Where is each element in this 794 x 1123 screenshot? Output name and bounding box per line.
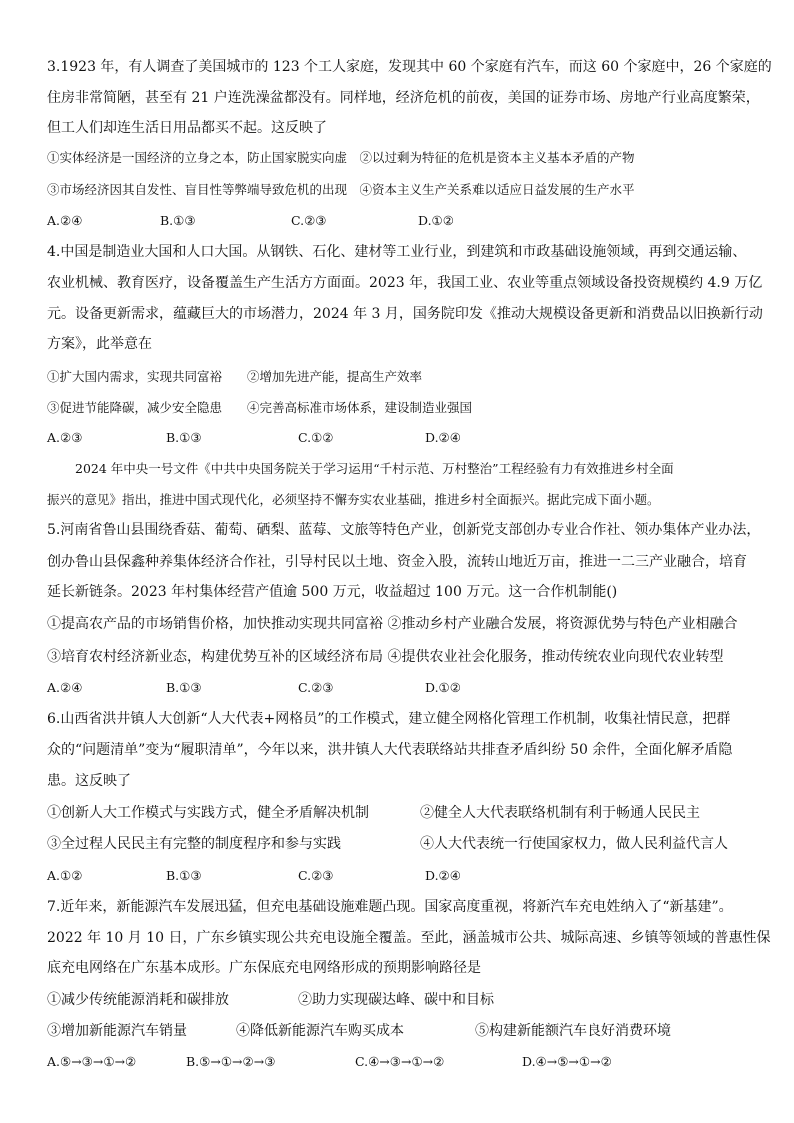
question-6-line: 患。这反映了 [47,773,131,789]
question-4-line: 4.中国是制造业大国和人口大国。从钢铁、石化、建材等工业行业，到建筑和市政基础设施领域，再到交通运输、 [47,244,747,260]
question-3-option-c[interactable]: C.②③ [291,213,327,228]
question-3-option-b[interactable]: B.①③ [160,213,196,228]
question-6-option-b[interactable]: B.①③ [166,868,202,883]
question-6-statement: ③全过程人民民主有完整的制度程序和参与实践 [47,836,341,852]
question-3-option-a[interactable]: A.②④ [47,213,83,228]
question-7-statement: ⑤构建新能额汽车良好消费环境 [475,1023,671,1039]
question-6-option-a[interactable]: A.①② [47,868,83,883]
question-5-statement: ①提高农产品的市场销售价格，加快推动实现共同富裕 ②推动乡村产业融合发展，将资源优势与特色产业相融合 [47,616,738,632]
question-5-statement: ③培育农村经济新业态，构建优势互补的区域经济布局 ④提供农业社会化服务，推动传统农业向现代农业转型 [47,649,724,665]
question-4-statement: ①扩大国内需求，实现共同富裕 ②增加先进产能，提高生产效率 [47,369,423,384]
question-7-option-a[interactable]: A.⑤→③→①→② [47,1054,137,1069]
question-5-option-c[interactable]: C.②③ [298,680,334,695]
question-7-statement: ①减少传统能源消耗和碳排放 [47,992,229,1008]
question-4-option-a[interactable]: A.②③ [47,430,83,445]
question-4-option-c[interactable]: C.①② [298,430,334,445]
question-7-line: 7.近年来，新能源汽车发展迅猛，但充电基础设施难题凸现。国家高度重视，将新汽车充电姓纳入了“新基建”。 [47,899,733,915]
question-6-statement: ④人大代表统一行使国家权力，做人民利益代言人 [420,836,728,852]
question-5-option-d[interactable]: D.①② [425,680,461,695]
question-5-line: 创办鲁山县保鑫种养集体经济合作社，引导村民以土地、资金入股，流转山地近万亩，推进一二三产业融合，培育 [47,554,747,570]
question-3-statement: ①实体经济是一国经济的立身之本，防止国家脱实向虚 ②以过剩为特征的危机是资本主义基本矛盾的产物 [47,150,635,165]
question-7-option-d[interactable]: D.④→⑤→①→② [522,1054,612,1069]
question-7-statement: ②助力实现碳达峰、碳中和目标 [298,992,494,1008]
question-5-option-a[interactable]: A.②④ [47,680,83,695]
question-4-option-d[interactable]: D.②④ [425,430,461,445]
intro-line: 2024 年中央一号文件《中共中央国务院关于学习运用“千村示范、万村整治”工程经验有力有效推进乡村全面 [75,461,674,476]
question-7-option-c[interactable]: C.④→③→①→② [355,1054,445,1069]
question-3-line: 3.1923 年，有人调查了美国城市的 123 个工人家庭，发现其中 60 个家庭有汽车，而这 60 个家庭中，26 个家庭的 [47,59,772,75]
question-7-option-b[interactable]: B.⑤→①→②→③ [186,1054,276,1069]
question-3-statement: ③市场经济因其自发性、盲目性等弊端导致危机的出现 ④资本主义生产关系难以适应日益发展的生产水平 [47,182,635,197]
question-3-line: 但工人们却连生活日用品都买不起。这反映了 [47,120,327,136]
question-6-statement: ①创新人大工作模式与实践方式，健全矛盾解决机制 [47,805,369,821]
question-5-line: 延长新链条。2023 年村集体经营产值逾 500 万元，收益超过 100 万元。这一合作机制能() [47,584,618,600]
question-6-statement: ②健全人大代表联络机制有利于畅通人民民主 [420,805,700,821]
question-7-line: 底充电网络在广东基本成形。广东保底充电网络形成的预期影响路径是 [47,960,481,976]
question-7-line: 2022 年 10 月 10 日，广东乡镇实现公共充电设施全覆盖。至此，涵盖城市公共、城际高速、乡镇等领域的普惠性保 [47,930,771,946]
question-6-option-d[interactable]: D.②④ [425,868,461,883]
question-5-option-b[interactable]: B.①③ [166,680,202,695]
question-3-option-d[interactable]: D.①② [418,213,454,228]
question-7-statement: ③增加新能源汽车销量 [47,1023,187,1039]
question-6-line: 众的“问题清单”变为“履职清单”，今年以来，洪井镇人大代表联络站共排查矛盾纠纷 50 余件，全面化解矛盾隐 [47,742,733,758]
question-4-line: 元。设备更新需求，蕴藏巨大的市场潜力，2024 年 3 月，国务院印发《推动大规模设备更新和消费品以旧换新行动 [47,306,763,322]
question-6-option-c[interactable]: C.②③ [298,868,334,883]
question-5-line: 5.河南省鲁山县围绕香菇、葡萄、硒梨、蓝莓、文旅等特色产业，创新党支部创办专业合作社、领办集体产业办法， [47,522,761,538]
intro-line: 振兴的意见》指出，推进中国式现代化，必须坚持不懈夯实农业基础，推进乡村全面振兴。据此完成下面小题。 [47,492,660,507]
question-4-statement: ③促进节能降碳，减少安全隐患 ④完善高标准市场体系，建设制造业强国 [47,400,473,415]
question-7-statement: ④降低新能源汽车购买成本 [236,1023,404,1039]
question-3-line: 住房非常简陋，甚至有 21 户连洗澡盆都没有。同样地，经济危机的前夜，美国的证券市场、房地产行业高度繁荣， [47,90,760,106]
question-4-line: 方案》，此举意在 [47,336,152,352]
question-4-option-b[interactable]: B.①③ [166,430,202,445]
question-4-line: 农业机械、教育医疗，设备覆盖生产生活方方面面。2023 年，我国工业、农业等重点领域设备投资规模约 4.9 万亿 [47,275,763,291]
question-6-line: 6.山西省洪井镇人大创新“人大代表+网格员”的工作模式，建立健全网格化管理工作机制，收集社情民意，把群 [47,711,731,727]
